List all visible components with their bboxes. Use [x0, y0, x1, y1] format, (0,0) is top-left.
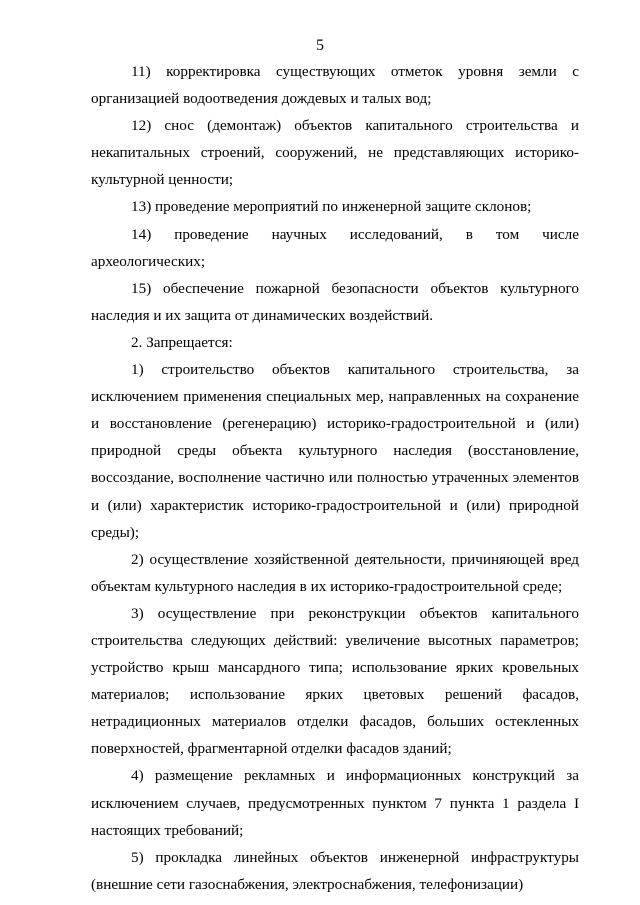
page-number: 5 [316, 37, 324, 54]
paragraph-item-15: 15) обеспечение пожарной безопасности объектов культурного наследия и их защита от динамических воздействий. [91, 279, 579, 324]
paragraph-prohibited-2: 2) осуществление хозяйственной деятельности, причиняющей вред объектам культурного наследия в их историко-градостроительной среде; [91, 550, 579, 595]
paragraph-prohibited-5: 5) прокладка линейных объектов инженерной инфраструктуры (внешние сети газоснабжения, электроснабжения, телефонизации) [91, 848, 579, 893]
section-heading-prohibited: 2. Запрещается: [131, 333, 233, 351]
document-body [91, 58, 579, 898]
paragraph-item-14: 14) проведение научных исследований, в том числе археологических; [91, 225, 579, 270]
paragraph-item-12: 12) снос (демонтаж) объектов капитального строительства и некапитальных строений, сооружений, не представляющих историко-культурной ценности; [91, 117, 579, 189]
paragraph-item-11: 11) корректировка существующих отметок уровня земли с организацией водоотведения дождевых и талых вод; [91, 63, 579, 108]
paragraph-prohibited-3: 3) осуществление при реконструкции объектов капитального строительства следующих действий: увеличение высотных параметров; устройство крыш мансардного типа; использование ярких кровельных материалов; использование ярких цветовых решений фасадов, нетрадиционных материалов отделки фасадов, больших остекленных поверхностей, фрагментарной отделки фасадов зданий; [91, 604, 579, 758]
paragraph-prohibited-1: 1) строительство объектов капитального строительства, за исключением применения специальных мер, направленных на сохранение и восстановление (регенерацию) историко-градостроительной и (или) природной среды объекта культурного наследия (восстановление, воссоздание, восполнение частично или полностью утраченных элементов и (или) характеристик историко-градостроительной и (или) природной среды); [91, 361, 579, 541]
paragraph-item-13: 13) проведение мероприятий по инженерной защите склонов; [131, 198, 532, 216]
paragraph-prohibited-4: 4) размещение рекламных и информационных конструкций за исключением случаев, предусмотренных пунктом 7 пункта 1 раздела I настоящих требований; [91, 767, 579, 839]
